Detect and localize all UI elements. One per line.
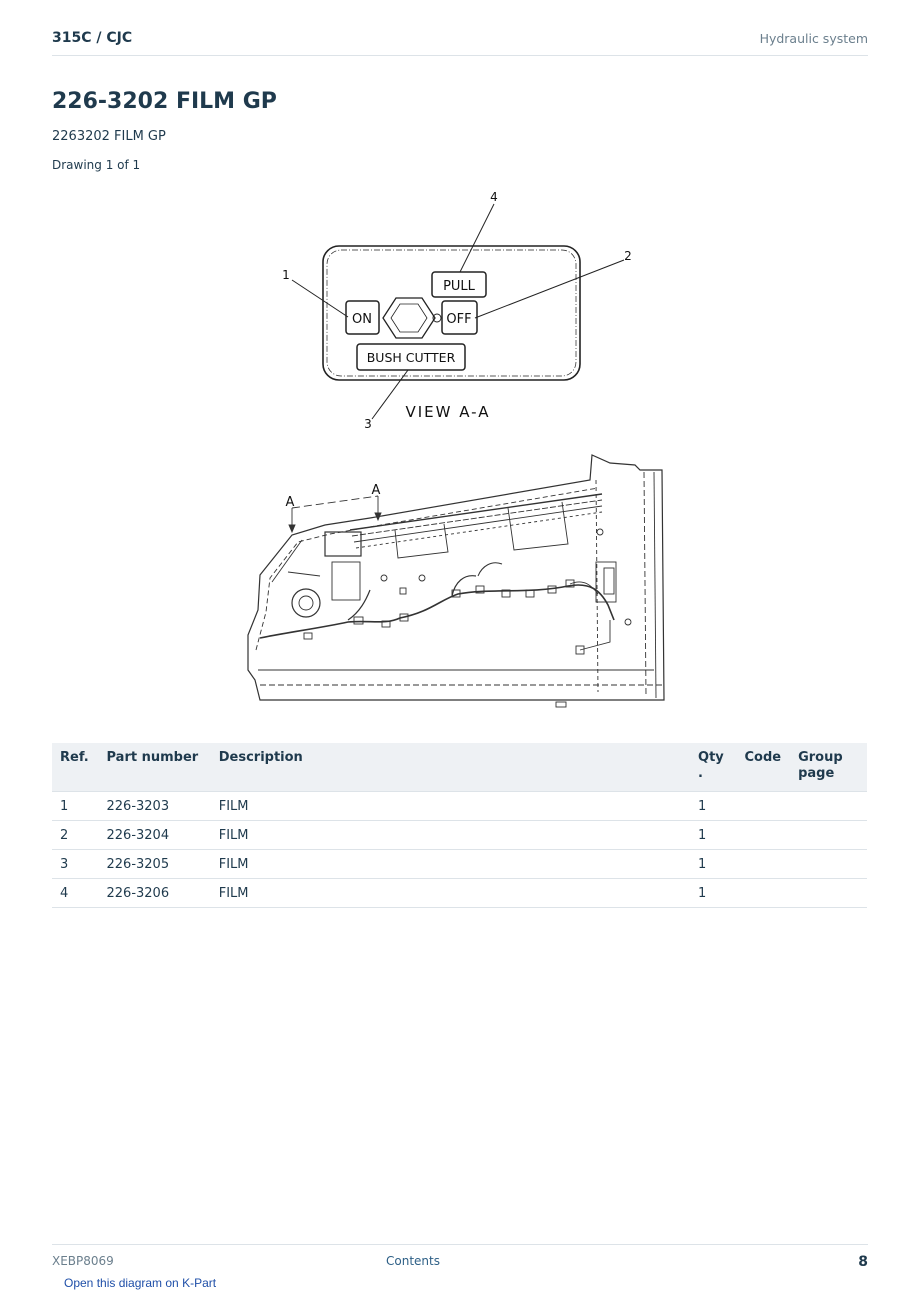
cell-group-page [790, 850, 867, 879]
page-number: 8 [858, 1254, 868, 1270]
cell-code [737, 850, 791, 879]
header-code: Code [737, 743, 791, 792]
header-group-page: Group page [790, 743, 867, 792]
cell-description: FILM [211, 821, 690, 850]
table-row [52, 821, 867, 850]
cell-ref: 2 [52, 821, 99, 850]
header-qty: Qty . [690, 743, 737, 792]
document-number: XEBP8069 [52, 1254, 114, 1268]
machine-installation-view [248, 455, 664, 707]
section-name: Hydraulic system [759, 31, 868, 46]
cell-group-page [790, 792, 867, 821]
section-mark-a-left: A [285, 495, 295, 510]
open-kpart-link[interactable]: Open this diagram on K-Part [64, 1276, 217, 1290]
cell-part-number: 226-3203 [99, 792, 211, 821]
label-pull: PULL [443, 279, 475, 294]
section-mark-a-right: A [371, 483, 381, 498]
cell-group-page [790, 879, 867, 908]
callout-3: 3 [364, 417, 372, 431]
drawing-count: Drawing 1 of 1 [52, 158, 141, 172]
callout-2: 2 [624, 249, 632, 263]
cell-code [737, 792, 791, 821]
section-marks [286, 483, 381, 510]
cell-code [737, 821, 791, 850]
cell-description: FILM [211, 792, 690, 821]
view-label: VIEW A-A [405, 403, 491, 421]
parts-table [52, 743, 867, 908]
label-off: OFF [446, 312, 472, 327]
cell-ref: 4 [52, 879, 99, 908]
header-part-number: Part number [99, 743, 211, 792]
cell-qty: 1 [690, 821, 737, 850]
label-on: ON [352, 312, 372, 327]
label-bush-cutter: BUSH CUTTER [366, 350, 456, 365]
page-header [52, 28, 868, 56]
cell-part-number: 226-3205 [99, 850, 211, 879]
cell-ref: 3 [52, 850, 99, 879]
table-row [52, 879, 867, 908]
cell-part-number: 226-3206 [99, 879, 211, 908]
callout-4: 4 [490, 190, 498, 204]
page-title: 226-3202 FILM GP [52, 89, 277, 114]
table-header-row [52, 743, 867, 792]
parts-diagram [230, 180, 690, 720]
diagram-svg [230, 180, 690, 720]
header-ref: Ref. [52, 743, 99, 792]
page-footer [52, 1244, 868, 1270]
cell-part-number: 226-3204 [99, 821, 211, 850]
cell-ref: 1 [52, 792, 99, 821]
cell-description: FILM [211, 850, 690, 879]
header-description: Description [211, 743, 690, 792]
callout-1: 1 [282, 268, 290, 282]
cell-group-page [790, 821, 867, 850]
cell-code [737, 879, 791, 908]
cell-qty: 1 [690, 850, 737, 879]
cell-description: FILM [211, 879, 690, 908]
page-subtitle: 2263202 FILM GP [52, 129, 166, 144]
cell-qty: 1 [690, 792, 737, 821]
table-row [52, 792, 867, 821]
cell-qty: 1 [690, 879, 737, 908]
machine-model: 315C / CJC [52, 30, 133, 46]
table-row [52, 850, 867, 879]
contents-link[interactable]: Contents [386, 1254, 440, 1268]
